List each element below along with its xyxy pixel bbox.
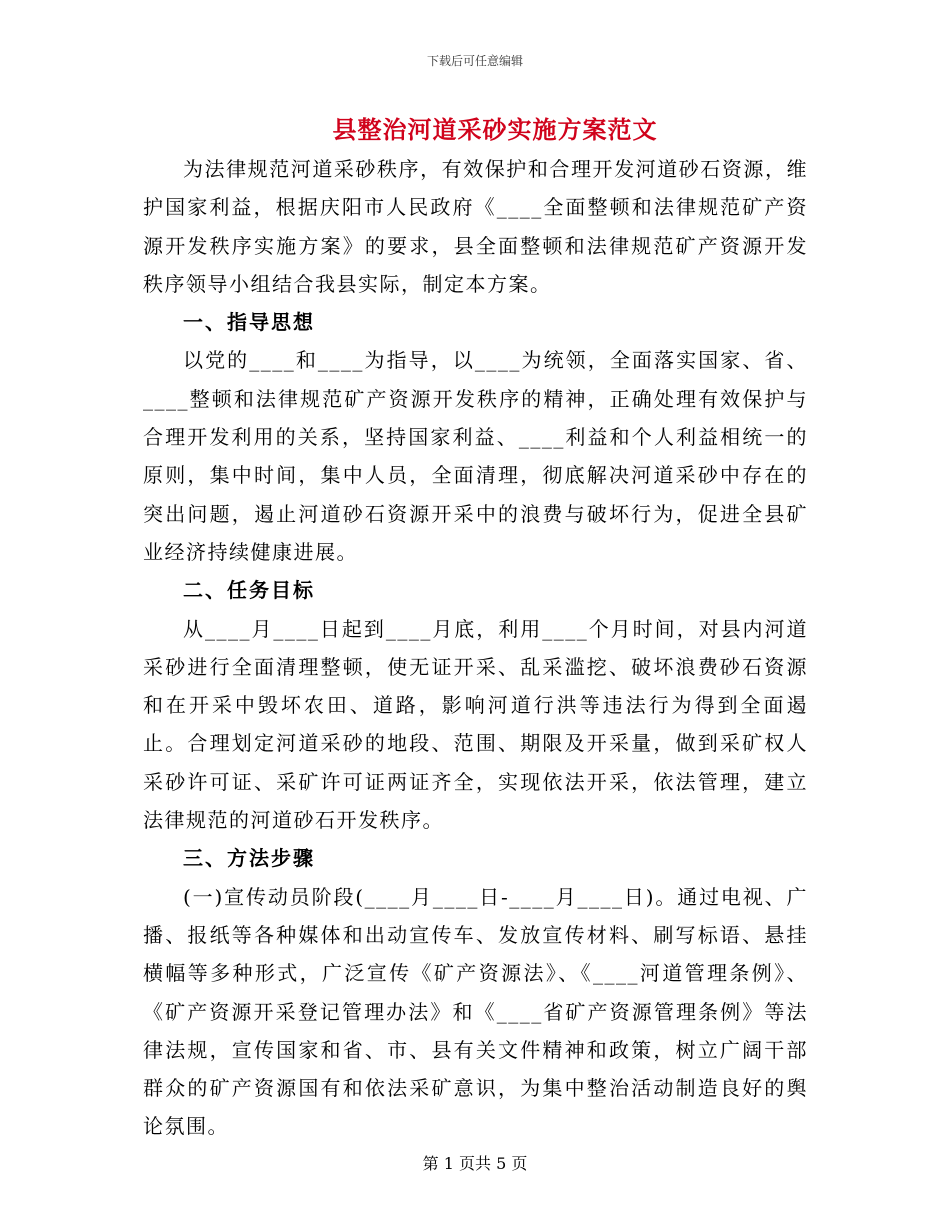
section-heading: 三、方法步骤 — [183, 846, 315, 871]
intro-paragraph: 为法律规范河道采砂秩序，有效保护和合理开发河道砂石资源，维护国家利益，根据庆阳市人民政府《____全面整顿和法律规范矿产资源开发秩序实施方案》的要求，县全面整顿和法律规范矿产资源开发秩序领导小组结合我县实际，制定本方案。 — [143, 157, 808, 296]
document-title: 县整治河道采砂实施方案范文 — [332, 115, 658, 144]
section-paragraph: 从____月____日起到____月底，利用____个月时间，对县内河道采砂进行全面清理整顿，使无证开采、乱采滥挖、破坏浪费砂石资源和在开采中毁坏农田、道路，影响河道行洪等违法行为得到全面遏止。合理划定河道采砂的地段、范围、期限及开采量，做到采矿权人采砂许可证、采矿许可证两证齐全，实现依法开采，依法管理，建立法律规范的河道砂石开发秩序。 — [143, 616, 808, 833]
section-paragraph: 以党的____和____为指导，以____为统领，全面落实国家、省、____整顿和法律规范矿产资源开发秩序的精神，正确处理有效保护与合理开发利用的关系，坚持国家利益、____利益和个人利益相统一的原则，集中时间，集中人员，全面清理，彻底解决河道采砂中存在的突出问题，遏止河道砂石资源开采中的浪费与破坏行为，促进全县矿业经济持续健康进展。 — [143, 348, 808, 564]
page-number: 第 1 页共 5 页 — [422, 1154, 528, 1173]
page-header-note: 下载后可任意编辑 — [426, 54, 523, 68]
section-paragraph: (一)宣传动员阶段(____月____日-____月____日)。通过电视、广播、报纸等各种媒体和出动宣传车、发放宣传材料、刷写标语、悬挂横幅等多种形式，广泛宣传《矿产资源法》、《____河道管理条例》、《矿产资源开采登记管理办法》和《____省矿产资源管理条例》等法律法规，宣传国家和省、市、县有关文件精神和政策，树立广阔干部群众的矿产资源国有和依法采矿意识，为集中整治活动制造良好的舆论氛围。 — [143, 884, 808, 1139]
section-heading: 二、任务目标 — [183, 578, 315, 603]
document-body — [143, 150, 808, 1146]
section-heading: 一、指导思想 — [183, 310, 315, 335]
